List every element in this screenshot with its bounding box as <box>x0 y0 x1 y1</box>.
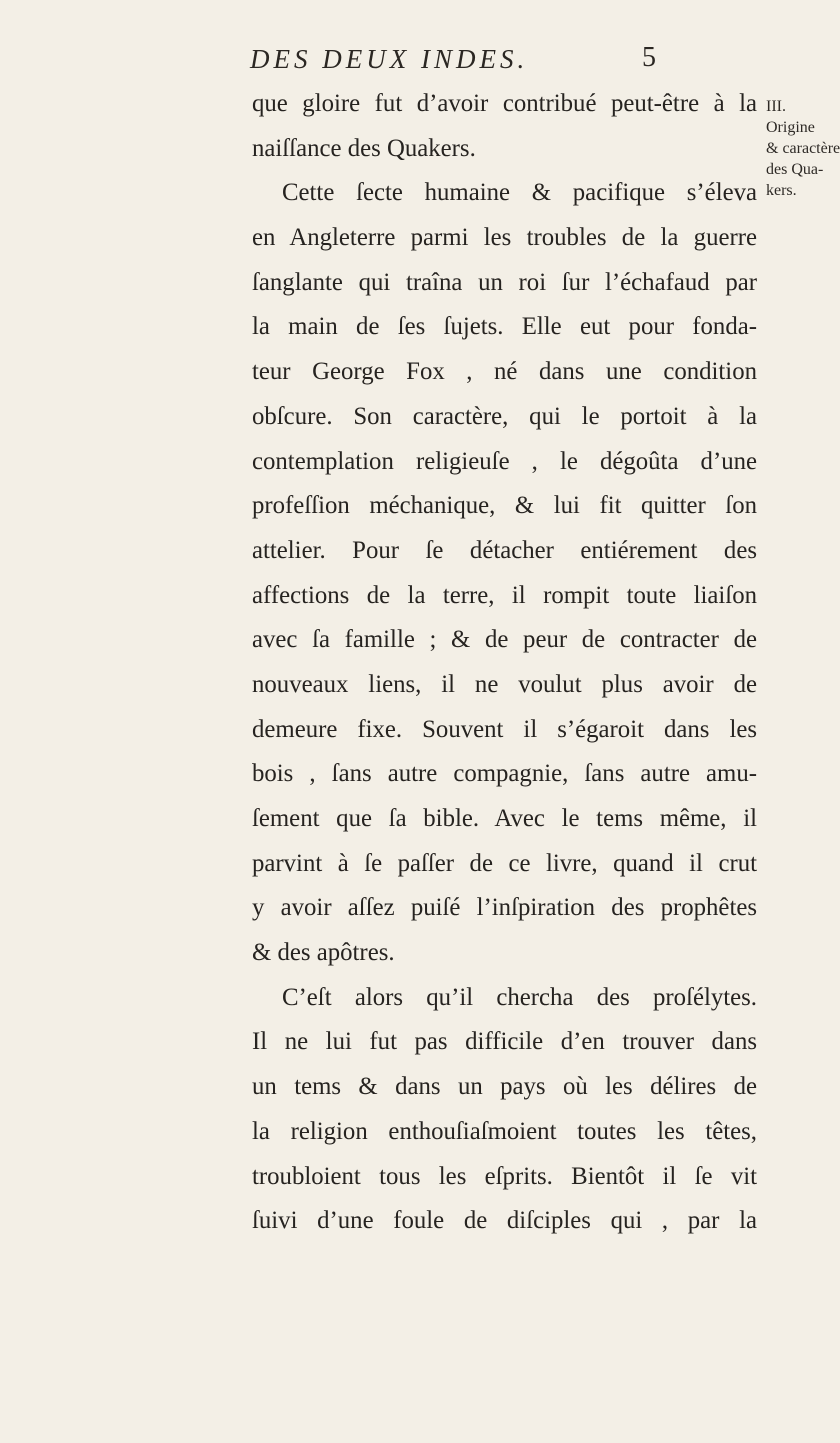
page-number: 5 <box>642 42 656 73</box>
text-line: la religion enthouſiaſmoient toutes les têtes, <box>252 1117 757 1145</box>
text-line: profeſſion méchanique, & lui fit quitter ſon <box>252 492 757 520</box>
body-text <box>252 82 757 1244</box>
text-line: y avoir aſſez puiſé l’inſpiration des prophêtes <box>252 894 757 922</box>
text-line: naiſſance des Quakers. <box>252 134 476 162</box>
text-line: Cette ſecte humaine & pacifique s’éleva <box>282 179 757 207</box>
running-head: DES DEUX INDES. <box>250 44 529 74</box>
text-line: ſuivi d’une foule de diſciples qui , par la <box>252 1207 757 1235</box>
text-line: ſement que ſa bible. Avec le tems même, il <box>252 805 757 832</box>
text-line: Il ne lui fut pas difficile d’en trouver dans <box>252 1028 757 1056</box>
text-line: contemplation religieuſe , le dégoûta d’une <box>252 447 757 475</box>
text-line: la main de ſes ſujets. Elle eut pour fonda- <box>252 313 757 341</box>
text-line: affections de la terre, il rompit toute liaiſon <box>252 581 757 609</box>
text-line: troubloient tous les eſprits. Bientôt il ſe vit <box>252 1162 757 1190</box>
text-line: que gloire fut d’avoir contribué peut-être à la <box>252 90 757 117</box>
text-line: parvint à ſe paſſer de ce livre, quand il crut <box>252 849 757 877</box>
text-line: demeure fixe. Souvent il s’égaroit dans les <box>252 715 757 743</box>
margin-note <box>766 96 840 201</box>
margin-note-line: III. <box>766 98 786 115</box>
text-line: un tems & dans un pays où les délires de <box>252 1073 757 1101</box>
text-line: en Angleterre parmi les troubles de la guerre <box>252 224 757 252</box>
text-line: avec ſa famille ; & de peur de contracter de <box>252 626 757 654</box>
margin-note-line: Origine <box>766 119 815 136</box>
text-line: bois , ſans autre compagnie, ſans autre amu- <box>252 760 757 788</box>
text-line: teur George Fox , né dans une condition <box>252 358 757 386</box>
text-line: nouveaux liens, il ne voulut plus avoir de <box>252 670 757 698</box>
margin-note-line: & caractère <box>766 140 840 157</box>
margin-note-line: kers. <box>766 182 797 199</box>
margin-note-line: des Qua- <box>766 161 824 178</box>
text-line: & des apôtres. <box>252 939 395 967</box>
text-line: obſcure. Son caractère, qui le portoit à la <box>252 402 757 430</box>
text-line: attelier. Pour ſe détacher entiérement des <box>252 536 757 564</box>
text-line: C’eſt alors qu’il chercha des proſélytes. <box>282 983 757 1011</box>
text-line: ſanglante qui traîna un roi ſur l’échafaud par <box>252 268 757 296</box>
